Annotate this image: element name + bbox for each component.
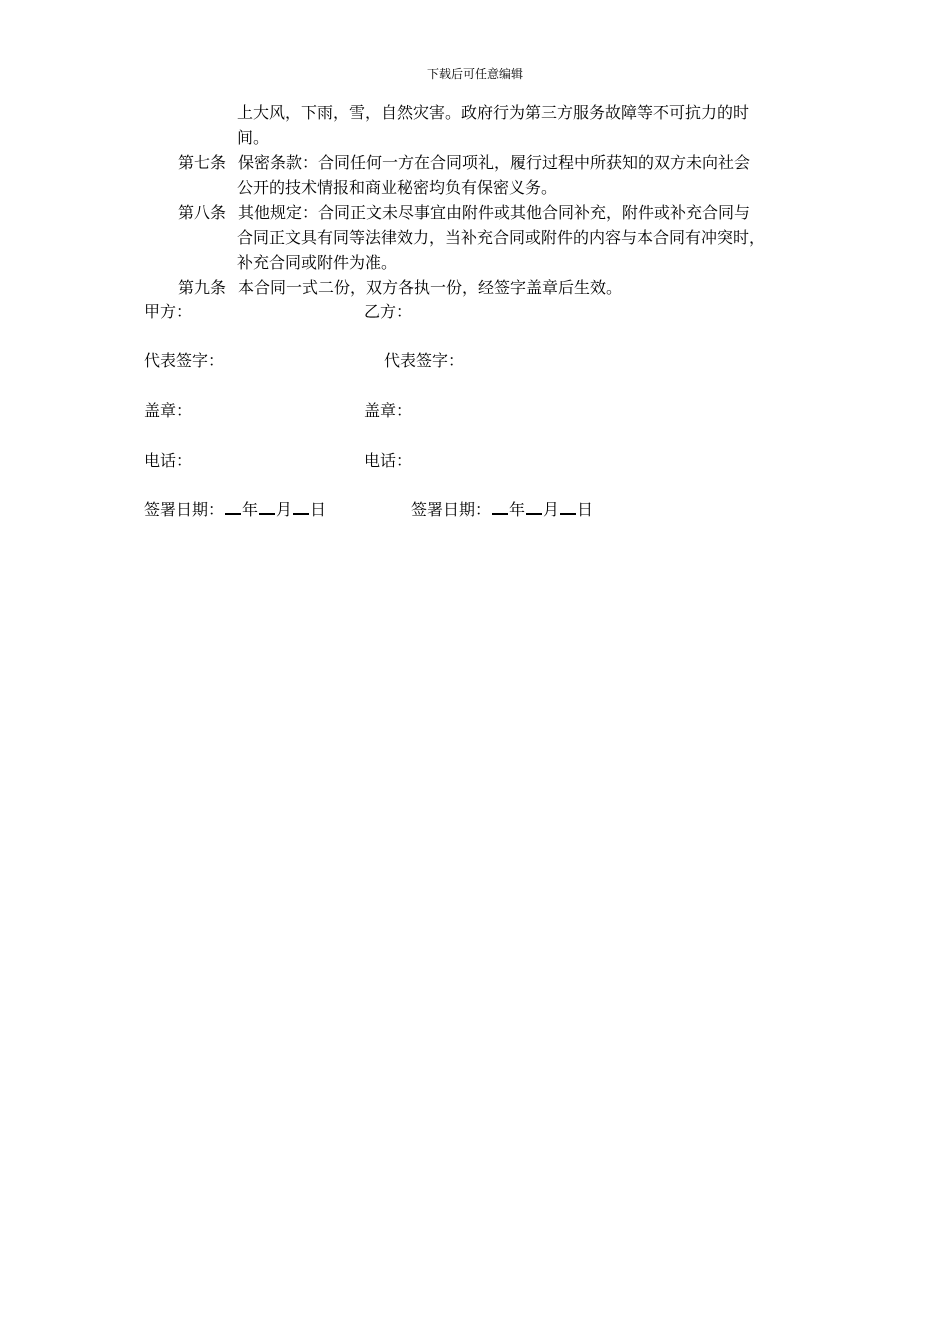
phone-a-label: 电话： xyxy=(144,451,193,470)
rep-sign-a-label: 代表签字： xyxy=(144,351,225,370)
day-label: 日 xyxy=(310,500,327,519)
seal-b-label: 盖章： xyxy=(364,401,413,420)
clause8-line2: 合同正文具有同等法律效力，当补充合同或附件的内容与本合同有冲突时， xyxy=(237,228,766,247)
month-label: 月 xyxy=(543,500,560,519)
day-blank xyxy=(560,499,576,515)
year-label: 年 xyxy=(242,500,259,519)
clause6-line2: 间。 xyxy=(237,128,270,147)
sign-date-b xyxy=(411,499,593,521)
clause7 xyxy=(178,150,750,175)
sign-date-b-label: 签署日期： xyxy=(411,500,492,519)
year-blank xyxy=(225,499,241,515)
party-b-label: 乙方： xyxy=(364,302,413,321)
clause9-label: 第九条 xyxy=(178,278,227,297)
day-label: 日 xyxy=(577,500,594,519)
month-blank xyxy=(526,499,542,515)
clause7-line1: 保密条款：合同任何一方在合同项礼，履行过程中所获知的双方未向社会 xyxy=(238,153,751,172)
clause6-line1: 上大风，下雨，雪，自然灾害。政府行为第三方服务故障等不可抗力的时 xyxy=(237,103,750,122)
month-label: 月 xyxy=(276,500,293,519)
clause7-label: 第七条 xyxy=(178,153,227,172)
party-a-label: 甲方： xyxy=(144,302,193,321)
page-header: 下载后可任意编辑 xyxy=(426,67,523,81)
rep-sign-b-label: 代表签字： xyxy=(384,351,465,370)
clause8-label: 第八条 xyxy=(178,203,227,222)
year-label: 年 xyxy=(509,500,526,519)
clause8-line1: 其他规定：合同正文未尽事宜由附件或其他合同补充，附件或补充合同与 xyxy=(238,203,751,222)
year-blank xyxy=(492,499,508,515)
clause9-line1: 本合同一式二份，双方各执一份，经签字盖章后生效。 xyxy=(238,278,623,297)
seal-a-label: 盖章： xyxy=(144,401,193,420)
month-blank xyxy=(259,499,275,515)
day-blank xyxy=(293,499,309,515)
clause8-line3: 补充合同或附件为准。 xyxy=(237,253,398,272)
clause8 xyxy=(178,200,750,225)
sign-date-a xyxy=(144,499,326,521)
clause7-line2: 公开的技术情报和商业秘密均负有保密义务。 xyxy=(237,178,558,197)
phone-b-label: 电话： xyxy=(364,451,413,470)
clause9 xyxy=(178,275,622,300)
sign-date-a-label: 签署日期： xyxy=(144,500,225,519)
